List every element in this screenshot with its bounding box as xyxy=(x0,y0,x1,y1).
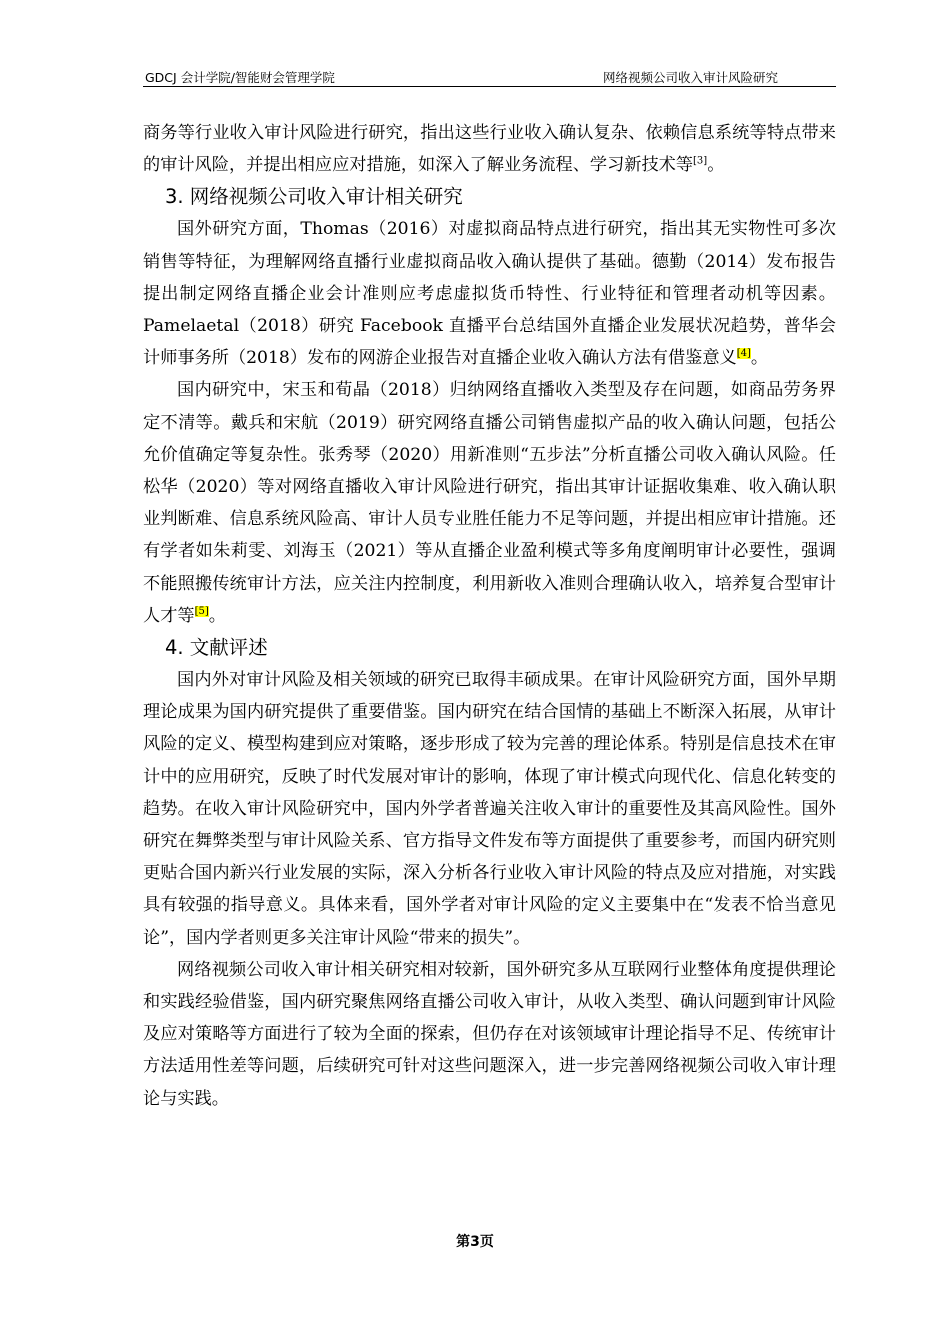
page-number: 第3页 xyxy=(456,1234,494,1250)
paragraph-text: 国外研究方面，Thomas（2016）对虚拟商品特点进行研究，指出其无实物性可多次销售等特征，为理解网络直播行业虚拟商品收入确认提供了基础。德勤（2014）发布报告提出制定网络直播企业会计准则应考虑虚拟货币特性、行业特征和管理者动机等因素。Pamelaetal（2018）研究 Facebook 直播平台总结国外直播企业发展状况趋势，普华会计师事务所（2018）发布的网游企业报告对直播企业收入确认方法有借鉴意义 xyxy=(143,219,836,369)
citation-ref: [5] xyxy=(194,606,209,618)
section-heading-3: 3. 网络视频公司收入审计相关研究 xyxy=(165,185,463,209)
section-heading-4: 4. 文献评述 xyxy=(165,636,268,660)
paragraph-review-2: 网络视频公司收入审计相关研究相对较新，国外研究多从互联网行业整体角度提供理论和实践经验借鉴，国内研究聚焦网络直播公司收入审计，从收入类型、确认问题到审计风险及应对策略等方面进行了较为全面的探索，但仍存在对该领域审计理论指导不足、传统审计方法适用性差等问题，后续研究可针对这些问题深入，进一步完善网络视频公司收入审计理论与实践。 xyxy=(143,959,836,1109)
paragraph-continued xyxy=(143,117,836,181)
header-institution: GDCJ 会计学院/智能财会管理学院 xyxy=(145,70,335,85)
citation-ref: [3] xyxy=(693,155,708,167)
paragraph-tail: 。 xyxy=(750,348,769,369)
page-header xyxy=(143,66,836,87)
paragraph-foreign-research xyxy=(143,213,836,374)
paragraph-text: 商务等行业收入审计风险进行研究，指出这些行业收入确认复杂、依赖信息系统等特点带来的审计风险，并提出相应应对措施，如深入了解业务流程、学习新技术等 xyxy=(143,123,836,176)
paragraph-tail: 。 xyxy=(707,155,725,176)
paragraph-domestic-research xyxy=(143,374,836,632)
citation-ref: [4] xyxy=(736,348,751,360)
page-content xyxy=(143,117,836,1115)
paragraph-tail: 。 xyxy=(208,605,226,626)
header-title: 网络视频公司收入审计风险研究 xyxy=(602,70,778,85)
paragraph-review-1: 国内外对审计风险及相关领域的研究已取得丰硕成果。在审计风险研究方面，国外早期理论成果为国内研究提供了重要借鉴。国内研究在结合国情的基础上不断深入拓展，从审计风险的定义、模型构建到应对策略，逐步形成了较为完善的理论体系。特别是信息技术在审计中的应用研究，反映了时代发展对审计的影响，体现了审计模式向现代化、信息化转变的趋势。在收入审计风险研究中，国内外学者普遍关注收入审计的重要性及其高风险性。国外研究在舞弊类型与审计风险关系、官方指导文件发布等方面提供了重要参考，而国内研究则更贴合国内新兴行业发展的实际，深入分析各行业收入审计风险的特点及应对措施，对实践具有较强的指导意义。具体来看，国外学者对审计风险的定义主要集中在“发表不恰当意见论”，国内学者则更多关注审计风险“带来的损失”。 xyxy=(143,670,836,948)
paragraph-text: 国内研究中，宋玉和荀晶（2018）归纳网络直播收入类型及存在问题，如商品劳务界定不清等。戴兵和宋航（2019）研究网络直播公司销售虚拟产品的收入确认问题，包括公允价值确定等复杂性。张秀琴（2020）用新准则“五步法”分析直播公司收入确认风险。任松华（2020）等对网络直播收入审计风险进行研究，指出其审计证据收集难、收入确认职业判断难、信息系统风险高、审计人员专业胜任能力不足等问题，并提出相应审计措施。还有学者如朱莉雯、刘海玉（2021）等从直播企业盈利模式等多角度阐明审计必要性，强调不能照搬传统审计方法，应关注内控制度，利用新收入准则合理确认收入，培养复合型审计人才等 xyxy=(143,380,836,626)
